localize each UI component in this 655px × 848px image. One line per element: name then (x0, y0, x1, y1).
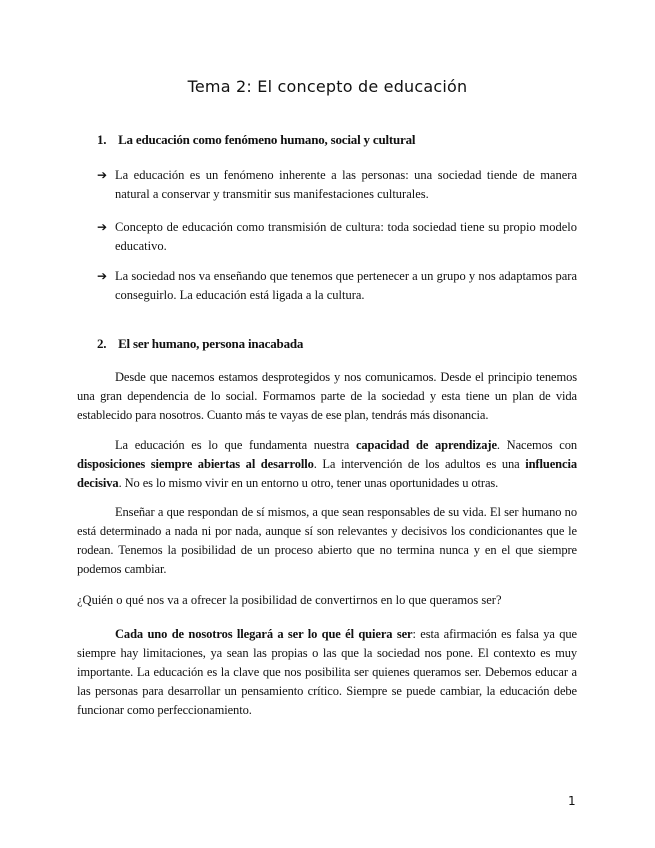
p4-text-1: : esta afirmación es falsa ya que siempre hay limitaciones, ya sean las propias o las que la sociedad nos pone. El contexto es muy importante. La educación es la clave que nos posibilita ser quienes queramos ser. Debemos educar a las personas para desarrollar un pensamiento crítico. Siempre se puede cambiar, la educación debe funcionar como perfeccionamiento. (77, 627, 577, 717)
section-2-number: 2. (97, 336, 107, 351)
section-1-number: 1. (97, 132, 107, 147)
p2-text-3: . La intervención de los adultos es una (313, 457, 526, 471)
p2-bold-1: capacidad de aprendizaje (355, 438, 497, 452)
section-2-heading (97, 336, 303, 352)
page-number: 1 (568, 794, 576, 808)
section-1-heading (97, 132, 415, 148)
bullet-text: La educación es un fenómeno inherente a las personas: una sociedad tiende de manera natural a conservar y transmitir sus manifestaciones culturales. (115, 168, 577, 201)
page-title: Tema 2: El concepto de educación (187, 77, 468, 96)
bullet-item (97, 267, 577, 305)
p2-bold-2: disposiciones siempre abiertas al desarrollo (77, 457, 314, 471)
bullet-text: La sociedad nos va enseñando que tenemos que pertenecer a un grupo y nos adaptamos para conseguirlo. La educación está ligada a la cultura. (115, 269, 577, 302)
bullet-item (97, 218, 577, 256)
bullet-text: Concepto de educación como transmisión de cultura: toda sociedad tiene su propio modelo educativo. (115, 220, 577, 253)
section-2-title: El ser humano, persona inacabada (118, 336, 304, 351)
paragraph-1: Desde que nacemos estamos desprotegidos y nos comunicamos. Desde el principio tenemos una gran dependencia de lo social. Formamos parte de la sociedad y esta tiene un plan de vida establecido para nosotros. Cuanto más te vayas de ese plan, tendrás más disonancia. (77, 370, 577, 422)
paragraph-3: Enseñar a que respondan de sí mismos, a que sean responsables de su vida. El ser humano no está determinado a nada ni por nada, aunque sí son relevantes y decisivos los condicionantes que le rodean. Tenemos la posibilidad de un proceso abierto que no termina nunca y en el que siempre podemos cambiar. (77, 505, 577, 576)
p2-text-2: . Nacemos con (496, 438, 577, 452)
p2-text-1: La educación es lo que fundamenta nuestra (115, 438, 356, 452)
section-1-title: La educación como fenómeno humano, social y cultural (118, 132, 416, 147)
p4-bold-1: Cada uno de nosotros llegará a ser lo que él quiera ser (115, 627, 413, 641)
p2-text-4: . No es lo mismo vivir en un entorno u otro, tener unas oportunidades u otras. (118, 476, 499, 490)
p2-bold-3: influencia decisiva (77, 457, 577, 490)
arrow-right-icon: ➔ (97, 269, 108, 283)
question-line: ¿Quién o qué nos va a ofrecer la posibilidad de convertirnos en lo que queramos ser? (77, 593, 502, 607)
paragraph-4 (77, 625, 577, 720)
arrow-right-icon: ➔ (97, 168, 108, 182)
arrow-right-icon: ➔ (97, 220, 108, 234)
bullet-item (97, 166, 577, 204)
paragraph-2 (77, 436, 577, 493)
